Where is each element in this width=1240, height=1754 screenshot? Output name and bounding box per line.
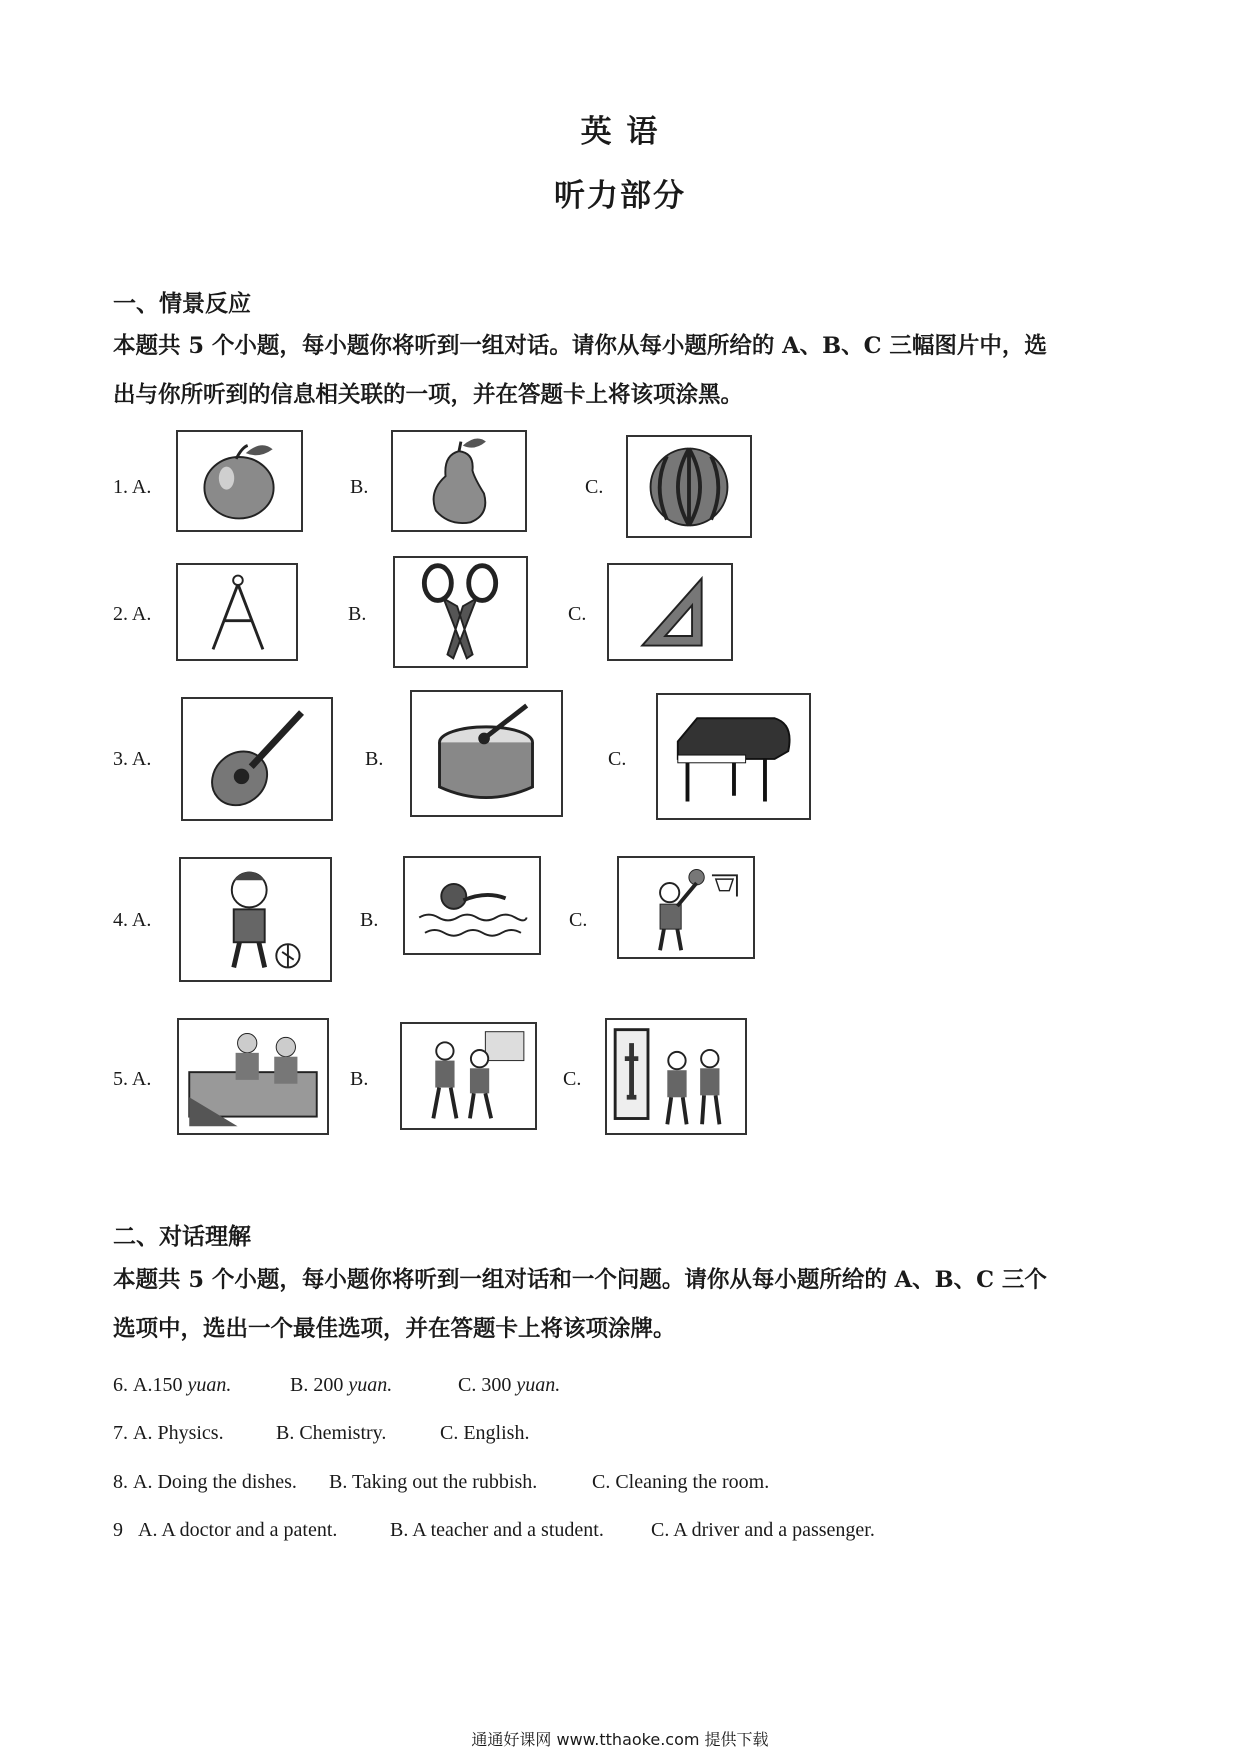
section2-instruction-line2: 选项中，选出一个最佳选项，并在答题卡上将该项涂牌。 xyxy=(113,1316,676,1342)
piano-icon[interactable] xyxy=(656,693,811,820)
q3-label: 3. A. xyxy=(113,748,152,770)
apple-icon[interactable] xyxy=(176,430,303,532)
q8-option-c[interactable]: C. Cleaning the room. xyxy=(592,1471,770,1493)
football-player-icon[interactable] xyxy=(179,857,332,982)
page-title: 英 语 xyxy=(580,114,660,150)
q4-b-label: B. xyxy=(360,909,379,931)
sofa-scene-icon[interactable] xyxy=(177,1018,329,1135)
q9-option-b[interactable]: B. A teacher and a student. xyxy=(390,1519,604,1541)
q5-c-label: C. xyxy=(563,1068,582,1090)
q1-c-label: C. xyxy=(585,476,604,498)
page-subtitle: 听力部分 xyxy=(554,178,686,214)
set-square-icon[interactable] xyxy=(607,563,733,661)
q9-number: 9 xyxy=(113,1519,123,1541)
section1-heading: 一、情景反应 xyxy=(113,290,251,317)
compass-icon[interactable] xyxy=(176,563,298,661)
q6-option-c-text: C. 300 xyxy=(458,1374,517,1396)
q6-option-b-text: B. 200 xyxy=(290,1374,349,1396)
street-scene-icon[interactable] xyxy=(400,1022,537,1130)
q4-c-label: C. xyxy=(569,909,588,931)
q6-option-c[interactable] xyxy=(458,1374,560,1397)
q7-option-a[interactable]: A. Physics. xyxy=(133,1422,224,1444)
section1-instruction-line2: 出与你所听到的信息相关联的一项，并在答题卡上将该项涂黑。 xyxy=(113,382,744,408)
q9-option-a[interactable]: A. A doctor and a patent. xyxy=(138,1519,338,1541)
q6-number: 6. xyxy=(113,1374,128,1396)
q3-b-label: B. xyxy=(365,748,384,770)
q8-option-b[interactable]: B. Taking out the rubbish. xyxy=(329,1471,538,1493)
q2-b-label: B. xyxy=(348,603,367,625)
section2-instruction-line1: 本题共 5 个小题，每小题你将听到一组对话和一个问题。请你从每小题所给的 A、B、C 三个 xyxy=(113,1267,1047,1293)
q8-number: 8. xyxy=(113,1471,128,1493)
q2-c-label: C. xyxy=(568,603,587,625)
q6-option-c-unit: yuan. xyxy=(516,1374,561,1396)
scissors-icon[interactable] xyxy=(393,556,528,668)
q8-option-a[interactable]: A. Doing the dishes. xyxy=(133,1471,297,1493)
q5-label: 5. A. xyxy=(113,1068,152,1090)
guitar-icon[interactable] xyxy=(181,697,333,821)
q1-label: 1. A. xyxy=(113,476,152,498)
footer-credit: 通通好课网 www.tthaoke.com 提供下载 xyxy=(471,1730,769,1749)
watermelon-icon[interactable] xyxy=(626,435,752,538)
swimmer-icon[interactable] xyxy=(403,856,541,955)
museum-scene-icon[interactable] xyxy=(605,1018,747,1135)
q6-option-b[interactable] xyxy=(290,1374,392,1397)
q3-c-label: C. xyxy=(608,748,627,770)
basketball-player-icon[interactable] xyxy=(617,856,755,959)
drum-icon[interactable] xyxy=(410,690,563,817)
q6-option-b-unit: yuan. xyxy=(348,1374,393,1396)
pear-icon[interactable] xyxy=(391,430,527,532)
q6-option-a-unit: yuan. xyxy=(187,1374,232,1396)
q5-b-label: B. xyxy=(350,1068,369,1090)
q6-option-a[interactable] xyxy=(133,1374,231,1397)
section1-instruction-line1: 本题共 5 个小题，每小题你将听到一组对话。请你从每小题所给的 A、B、C 三幅图片中，选 xyxy=(113,333,1047,359)
q7-option-b[interactable]: B. Chemistry. xyxy=(276,1422,387,1444)
q7-number: 7. xyxy=(113,1422,128,1444)
q4-label: 4. A. xyxy=(113,909,152,931)
section2-instruction xyxy=(113,1256,1133,1354)
q7-option-c[interactable]: C. English. xyxy=(440,1422,530,1444)
q6-option-a-text: A.150 xyxy=(133,1374,188,1396)
q2-label: 2. A. xyxy=(113,603,152,625)
q1-b-label: B. xyxy=(350,476,369,498)
section1-instruction xyxy=(113,322,1133,420)
q9-option-c[interactable]: C. A driver and a passenger. xyxy=(651,1519,875,1541)
section2-heading: 二、对话理解 xyxy=(113,1223,251,1250)
